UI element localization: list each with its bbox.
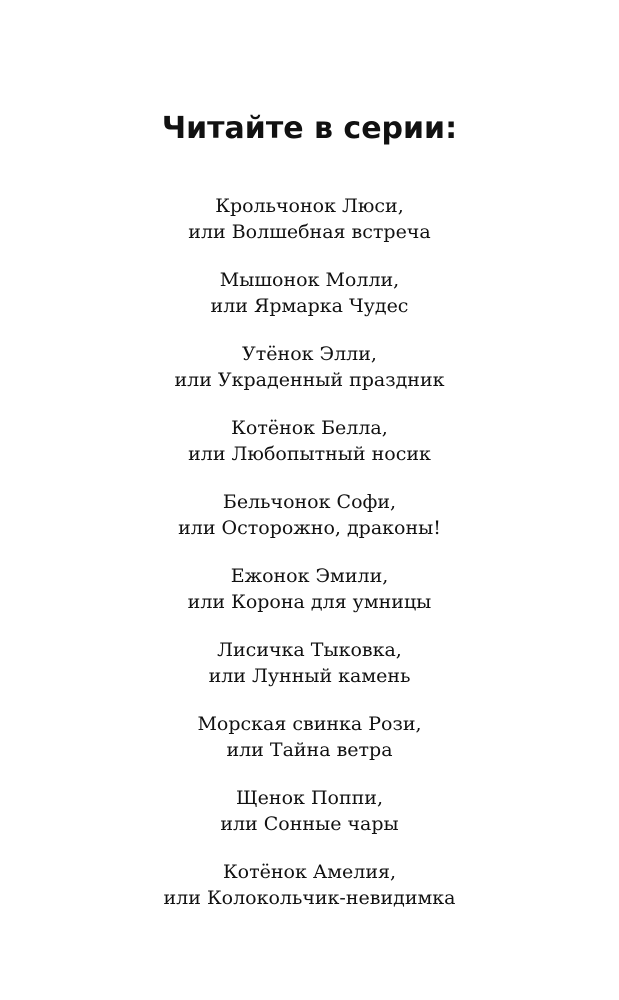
series-book-list (0, 193, 619, 933)
book-entry (0, 785, 619, 859)
book-entry (0, 859, 619, 933)
book-subtitle: или Лунный камень (208, 665, 411, 687)
book-title: Ежонок Эмили, (230, 565, 389, 587)
book-title: Мышонок Молли, (219, 269, 400, 291)
book-title: Морская свинка Рози, (197, 713, 422, 735)
book-entry (0, 267, 619, 341)
book-subtitle: или Корона для умницы (187, 591, 432, 613)
book-title: Котёнок Амелия, (222, 861, 397, 883)
book-entry (0, 415, 619, 489)
book-subtitle: или Любопытный носик (188, 443, 431, 465)
book-title: Крольчонок Люси, (215, 195, 404, 217)
book-title: Лисичка Тыковка, (217, 639, 402, 661)
book-subtitle: или Украденный праздник (174, 369, 445, 391)
book-title: Утёнок Элли, (242, 343, 377, 365)
page-heading: Читайте в серии: (161, 111, 458, 146)
book-subtitle: или Колокольчик-невидимка (163, 887, 456, 909)
book-subtitle: или Волшебная встреча (188, 221, 431, 243)
book-entry (0, 563, 619, 637)
book-entry (0, 637, 619, 711)
book-title: Щенок Поппи, (236, 787, 383, 809)
book-entry (0, 711, 619, 785)
book-subtitle: или Осторожно, драконы! (178, 517, 441, 539)
book-subtitle: или Сонные чары (220, 813, 399, 835)
book-title: Бельчонок Софи, (222, 491, 397, 513)
book-entry (0, 193, 619, 267)
book-subtitle: или Тайна ветра (226, 739, 393, 761)
book-entry (0, 489, 619, 563)
book-subtitle: или Ярмарка Чудес (210, 295, 409, 317)
book-title: Котёнок Белла, (231, 417, 388, 439)
book-entry (0, 341, 619, 415)
